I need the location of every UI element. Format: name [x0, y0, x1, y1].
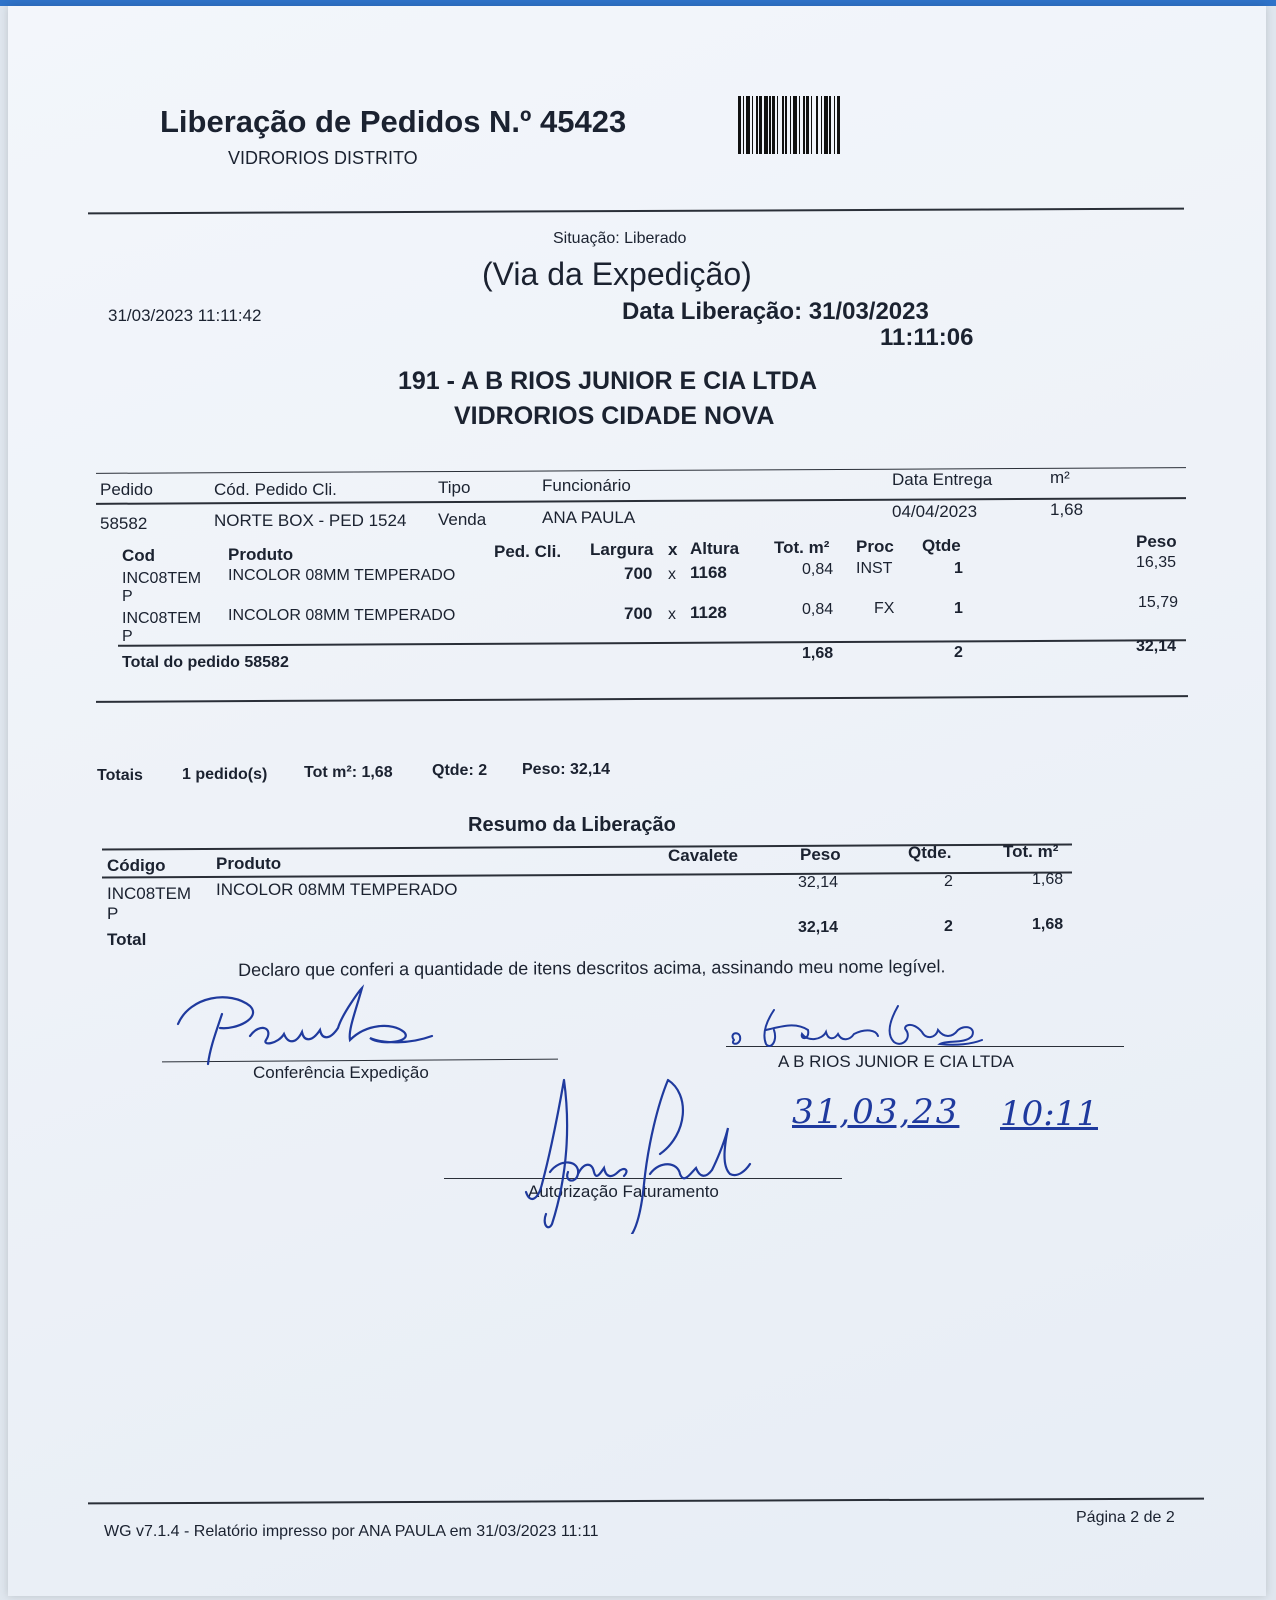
col-tipo: Tipo: [438, 478, 471, 497]
handwritten-time: 10:11: [1000, 1094, 1098, 1134]
summary-title: Resumo da Liberação: [468, 814, 676, 836]
summary-codigo-cont: P: [107, 904, 119, 923]
item-largura: 700: [624, 604, 653, 623]
totals-m2: Tot m²: 1,68: [304, 764, 393, 781]
autorizacao-label: Autorização Faturamento: [528, 1182, 719, 1201]
col-cod-pedido-cli: Cód. Pedido Cli.: [214, 480, 337, 499]
item-cod: INC08TEM: [122, 610, 202, 627]
summary-col-produto: Produto: [216, 854, 282, 873]
col-funcionario: Funcionário: [542, 476, 631, 495]
summary-qtde: 2: [944, 873, 953, 890]
item-col-proc: Proc: [856, 537, 894, 556]
conferencia-signature: [170, 984, 440, 1068]
barcode-icon: [738, 96, 930, 154]
order-funcionario: ANA PAULA: [542, 508, 636, 527]
client-signature-label: A B RIOS JUNIOR E CIA LTDA: [778, 1052, 1014, 1071]
order-total-peso: 32,14: [1136, 638, 1177, 655]
order-cod-cli: NORTE BOX - PED 1524: [214, 511, 407, 530]
item-qtde: 1: [954, 560, 963, 577]
print-timestamp: 31/03/2023 11:11:42: [108, 306, 262, 325]
item-peso: 16,35: [1136, 554, 1177, 571]
item-col-peso: Peso: [1136, 532, 1177, 551]
order-total-m2: 1,68: [802, 645, 834, 662]
summary-tot-m2: 1,68: [1032, 871, 1064, 888]
item-col-tot-m2: Tot. m²: [774, 538, 830, 557]
footer-report-info: WG v7.1.4 - Relatório impresso por ANA PAULA em 31/03/2023 11:11: [104, 1523, 599, 1540]
col-data-entrega: Data Entrega: [892, 470, 993, 489]
item-cod-cont: P: [122, 628, 133, 645]
company-name: VIDRORIOS DISTRITO: [228, 148, 418, 168]
item-x: x: [668, 566, 676, 583]
order-total-qtde: 2: [954, 644, 963, 661]
item-largura: 700: [624, 564, 653, 583]
client-signature: [726, 1000, 986, 1056]
order-total-label: Total do pedido 58582: [122, 654, 289, 671]
item-col-qtde: Qtde: [922, 536, 961, 555]
summary-col-tot-m2: Tot. m²: [1003, 842, 1059, 861]
order-tipo: Venda: [438, 510, 487, 529]
summary-col-qtde: Qtde.: [908, 843, 952, 862]
summary-total-qtde: 2: [944, 918, 953, 935]
summary-total-label: Total: [107, 930, 147, 949]
summary-peso: 32,14: [798, 874, 839, 891]
totals-label: Totais: [97, 767, 143, 784]
order-data-entrega: 04/04/2023: [892, 502, 978, 521]
item-produto: INCOLOR 08MM TEMPERADO: [228, 567, 456, 584]
via-label: (Via da Expedição): [482, 256, 752, 292]
summary-col-cavalete: Cavalete: [668, 846, 738, 865]
client-name: 191 - A B RIOS JUNIOR E CIA LTDA: [398, 367, 818, 395]
item-qtde: 1: [954, 600, 963, 617]
release-time: 11:11:06: [880, 324, 974, 351]
status-text: Situação: Liberado: [553, 230, 687, 247]
item-tot-m2: 0,84: [802, 561, 834, 578]
summary-total-m2: 1,68: [1032, 916, 1064, 933]
totals-qtde: Qtde: 2: [432, 762, 488, 779]
summary-produto: INCOLOR 08MM TEMPERADO: [216, 880, 458, 899]
item-col-altura: Altura: [690, 539, 740, 558]
item-col-x: x: [668, 540, 678, 559]
declaration-text: Declaro que conferi a quantidade de itens descritos acima, assinando meu nome legível.: [238, 956, 946, 980]
summary-col-codigo: Código: [107, 856, 166, 875]
summary-codigo: INC08TEM: [107, 884, 192, 903]
client-store: VIDRORIOS CIDADE NOVA: [454, 402, 775, 430]
item-cod-cont: P: [122, 588, 133, 605]
col-m2: m²: [1050, 468, 1070, 487]
item-produto: INCOLOR 08MM TEMPERADO: [228, 607, 456, 624]
autorizacao-signature: [520, 1074, 760, 1234]
release-date: Data Liberação: 31/03/2023: [622, 298, 929, 325]
item-cod: INC08TEM: [122, 570, 202, 587]
item-col-largura: Largura: [590, 540, 654, 559]
totals-pedidos: 1 pedido(s): [182, 766, 268, 783]
item-proc: FX: [874, 600, 895, 617]
item-col-ped-cli: Ped. Cli.: [494, 542, 562, 561]
summary-col-peso: Peso: [800, 845, 841, 864]
item-col-produto: Produto: [228, 545, 294, 564]
item-x: x: [668, 606, 676, 623]
item-peso: 15,79: [1138, 594, 1179, 611]
summary-total-peso: 32,14: [798, 919, 839, 936]
order-m2: 1,68: [1050, 500, 1084, 519]
document-title: Liberação de Pedidos N.º 45423: [160, 104, 627, 139]
item-col-cod: Cod: [122, 546, 156, 565]
barcode-bar: [840, 96, 841, 154]
item-altura: 1168: [690, 563, 727, 582]
item-altura: 1128: [690, 603, 727, 622]
totals-peso: Peso: 32,14: [522, 761, 611, 778]
order-pedido: 58582: [100, 514, 148, 533]
item-tot-m2: 0,84: [802, 601, 834, 618]
conferencia-label: Conferência Expedição: [253, 1063, 429, 1082]
handwritten-date: 31,03,23: [792, 1092, 960, 1132]
col-pedido: Pedido: [100, 480, 153, 499]
footer-page-number: Página 2 de 2: [1076, 1509, 1175, 1526]
item-proc: INST: [856, 560, 893, 577]
